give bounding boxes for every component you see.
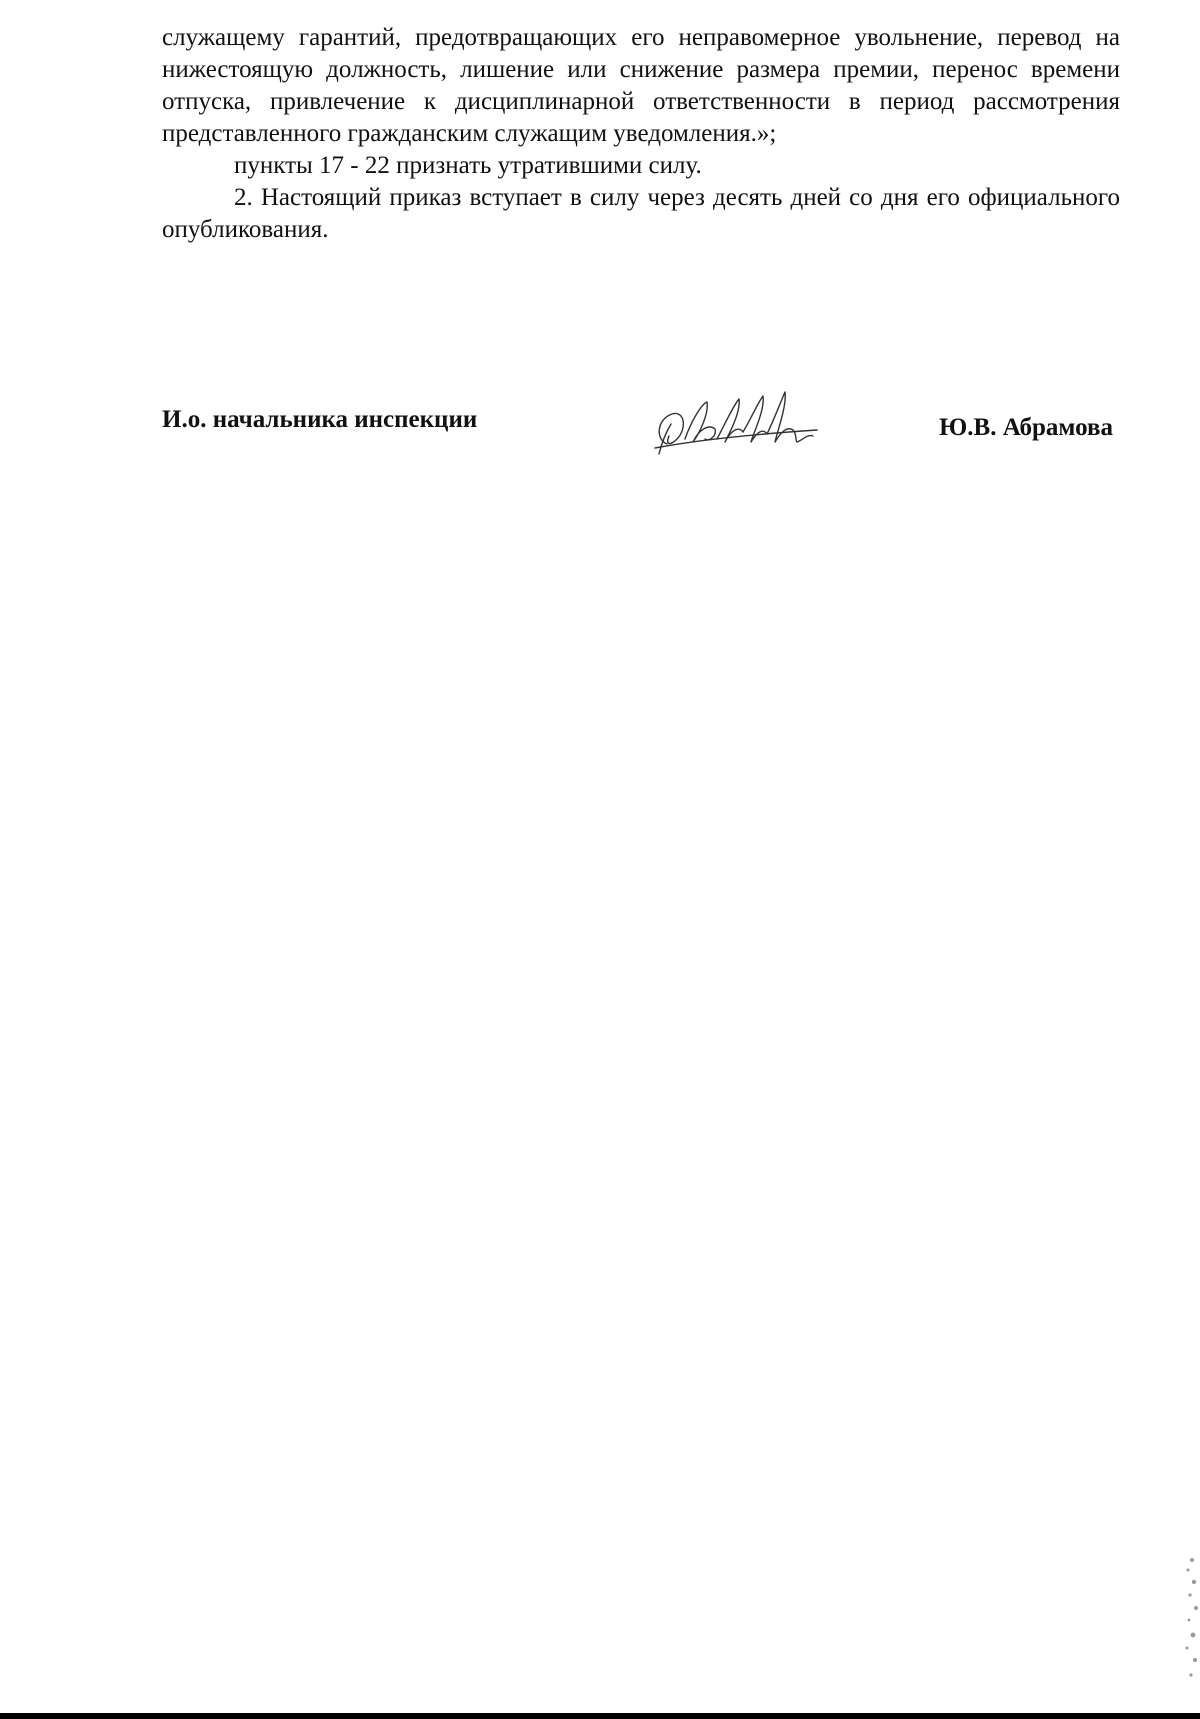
scan-edge-artifact [1170,1540,1200,1690]
document-body [162,22,1120,246]
handwritten-signature [647,384,837,459]
paragraph-effective-date: 2. Настоящий приказ вступает в силу через десять дней со дня его официального опубликования. [162,184,1120,243]
signatory-name: Ю.В. Абрамова [939,414,1113,441]
signature-block [162,384,1120,464]
paragraph-points-repealed: пункты 17 - 22 признать утратившими силу. [234,152,702,179]
signatory-position: И.о. начальника инспекции [162,406,478,433]
paragraph-continuation: служащему гарантий, предотвращающих его неправомерное увольнение, перевод на нижестоящую должность, лишение или снижение размера премии, перенос времени отпуска, привлечение к дисциплинарной ответственности в период рассмотрения представленного гражданским служащим уведомления.»; [162,24,1120,147]
scan-bottom-border [0,1713,1200,1719]
